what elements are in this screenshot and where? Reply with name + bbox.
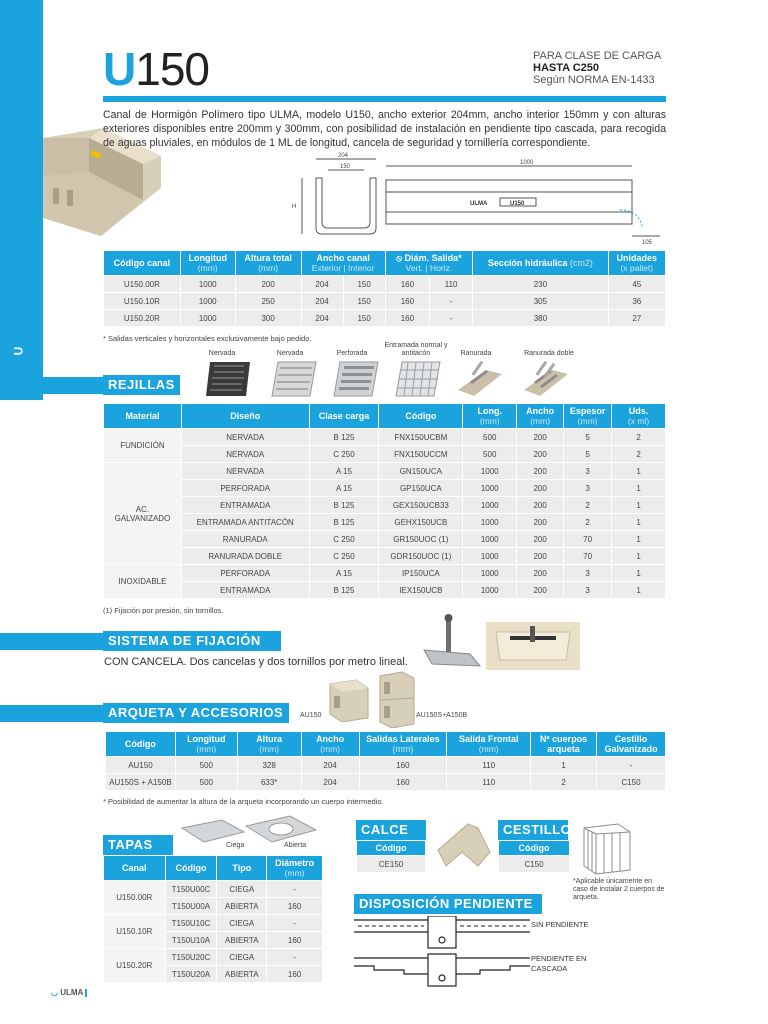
cestillo-basket-image [578, 820, 634, 876]
th-ancho: Ancho (mm) [517, 404, 564, 429]
sin-pendiente-label: SIN PENDIENTE [531, 920, 589, 929]
th-altura: Altura (mm) [237, 732, 301, 757]
table-row [104, 881, 323, 898]
table-cell: 2 [564, 497, 612, 514]
table-cell: 5 [564, 429, 612, 446]
material-group-cell: AC. GALVANIZADO [104, 463, 182, 565]
material-group-cell: INOXIDABLE [104, 565, 182, 599]
table-row [104, 582, 666, 599]
table-cell: 1000 [463, 463, 517, 480]
channel-table-body [104, 276, 666, 327]
dim-1000-label: 1000 [520, 160, 534, 166]
table-cell: T150U20A [165, 966, 217, 983]
th-diseno: Diseño [181, 404, 309, 429]
title-letter: U [103, 43, 136, 95]
table-cell: GP150UCA [379, 480, 463, 497]
table-cell: 1000 [463, 480, 517, 497]
table-cell: 1 [612, 548, 666, 565]
table-cell: B 125 [309, 514, 379, 531]
table-cell: 230 [473, 276, 608, 293]
table-cell: A 15 [309, 565, 379, 582]
table-cell: 3 [564, 565, 612, 582]
page-title [103, 42, 209, 96]
table-cell: 160 [385, 293, 429, 310]
load-class-info [533, 50, 661, 86]
table-cell: U150.00R [104, 276, 181, 293]
table-cell: 500 [175, 757, 237, 774]
table-cell: GEHX150UCB [379, 514, 463, 531]
table-row [106, 757, 666, 774]
table-cell: CIEGA [217, 881, 267, 898]
table-cell: RANURADA DOBLE [181, 548, 309, 565]
arqueta-au150-image [326, 678, 372, 722]
table-row [104, 293, 666, 310]
grate-label: Entramada normal y antitacón [384, 342, 448, 357]
table-cell: T150U10C [165, 915, 217, 932]
table-cell: C 250 [309, 531, 379, 548]
table-cell: 1 [612, 531, 666, 548]
load-class-line2: HASTA C250 [533, 62, 600, 74]
arqueta-img-label-2: AU150S+A150B [416, 712, 468, 719]
table-cell: 3 [564, 463, 612, 480]
grate-ranurada-doble-image [522, 360, 570, 398]
th-codigo: Código [165, 856, 217, 881]
table-cell: AU150S + A150B [106, 774, 176, 791]
table-row [104, 915, 323, 932]
fijacion-band [0, 633, 103, 650]
table-row [104, 429, 666, 446]
table-cell: 110 [430, 276, 473, 293]
th-long: Long. (mm) [463, 404, 517, 429]
arqueta-note: * Posibilidad de aumentar la altura de la arqueta incorporando un cuerpo intermedio. [103, 797, 384, 806]
table-cell: ENTRAMADA [181, 582, 309, 599]
table-row [104, 446, 666, 463]
th-calce-codigo: Código [357, 841, 426, 856]
arqueta-au150s-image [376, 670, 416, 728]
title-number: 150 [135, 43, 209, 95]
table-cell: 160 [267, 898, 323, 915]
table-cell: 380 [473, 310, 608, 327]
tapa-img-label-2: Abierta [284, 842, 307, 849]
grate-nervada-cast-image [204, 360, 252, 398]
th-diam-salida: ⦸ Diám. Salida* Vert. | Horiz. [385, 251, 472, 276]
arqueta-table [105, 731, 666, 791]
calce-code-cell: CE150 [357, 856, 426, 873]
dim-h-label: H [292, 204, 297, 210]
channel-note: * Salidas verticales y horizontales exclusivamente bajo pedido. [103, 334, 312, 343]
rejillas-note: (1) Fijación por presión, sin tornillos. [103, 606, 224, 615]
table-row [106, 774, 666, 791]
table-cell: NERVADA [181, 429, 309, 446]
canal-group-cell: U150.10R [104, 915, 166, 949]
title-rule [103, 96, 666, 102]
cestillo-heading: CESTILLO* [498, 820, 568, 840]
grate-perforada-image [332, 360, 380, 398]
table-cell: 200 [517, 514, 564, 531]
table-cell: AU150 [106, 757, 176, 774]
table-cell: 1000 [463, 497, 517, 514]
canal-group-cell: U150.20R [104, 949, 166, 983]
calce-heading: CALCE [356, 820, 426, 840]
table-cell: 150 [343, 310, 385, 327]
intro-description: Canal de Hormigón Polímero tipo ULMA, modelo U150, ancho exterior 204mm, ancho interior 150mm y con alturas exteriores disponibles entre 200mm y 300mm, con posibilidad de instalación en pendiente tipo cascada, para recogida de aguas pluviales, en módulos de 1 ML de longitud, cancela de seguridad y tornillería correspondiente. [103, 109, 666, 149]
th-longitud: Longitud (mm) [175, 732, 237, 757]
side-accent-bar [0, 0, 43, 400]
table-cell: - [267, 881, 323, 898]
th-codigo-canal: Código canal [104, 251, 181, 276]
table-cell: 45 [608, 276, 665, 293]
table-cell: - [267, 949, 323, 966]
table-cell: 200 [517, 463, 564, 480]
table-cell: 300 [235, 310, 301, 327]
th-longitud: Longitud (mm) [180, 251, 235, 276]
fixing-bolt-image [420, 614, 482, 676]
table-cell: ABIERTA [217, 898, 267, 915]
fijacion-heading: SISTEMA DE FIJACIÓN [103, 631, 281, 651]
table-cell: 2 [612, 429, 666, 446]
table-cell: U150.10R [104, 293, 181, 310]
table-row [104, 480, 666, 497]
table-cell: 250 [235, 293, 301, 310]
table-cell: 1000 [463, 514, 517, 531]
ulma-logo [51, 988, 87, 997]
table-cell: 1000 [180, 310, 235, 327]
table-cell: 70 [564, 531, 612, 548]
table-cell: 5 [564, 446, 612, 463]
fijacion-text: CON CANCELA. Dos cancelas y dos tornillos por metro lineal. [104, 656, 408, 668]
table-row [104, 548, 666, 565]
table-cell: 200 [517, 429, 564, 446]
drawing-model-label: U150 [510, 201, 525, 207]
table-cell: 1 [612, 565, 666, 582]
table-cell: 150 [343, 293, 385, 310]
th-ancho: Ancho (mm) [301, 732, 359, 757]
table-cell: 200 [517, 531, 564, 548]
table-cell: 204 [301, 293, 343, 310]
table-cell: 1000 [180, 276, 235, 293]
arqueta-heading: ARQUETA Y ACCESORIOS [103, 703, 289, 723]
table-cell: 70 [564, 548, 612, 565]
table-cell: FNX150UCBM [379, 429, 463, 446]
technical-drawing [290, 150, 670, 248]
table-cell: T150U10A [165, 932, 217, 949]
table-cell: 2 [531, 774, 597, 791]
table-row [104, 514, 666, 531]
table-cell: ABIERTA [217, 932, 267, 949]
table-cell: 1 [612, 480, 666, 497]
table-cell: 160 [385, 276, 429, 293]
table-cell: GDR150UOC (1) [379, 548, 463, 565]
table-cell: CIEGA [217, 949, 267, 966]
table-cell: IEX150UCB [379, 582, 463, 599]
table-cell: 1000 [463, 531, 517, 548]
fixing-installed-image [486, 622, 580, 670]
th-salidas-laterales: Salidas Laterales (mm) [359, 732, 447, 757]
rejillas-table [103, 403, 666, 599]
table-cell: 1 [612, 514, 666, 531]
table-cell: 2 [612, 446, 666, 463]
table-cell: 36 [608, 293, 665, 310]
table-cell: 1000 [463, 582, 517, 599]
table-cell: 200 [517, 480, 564, 497]
table-row [104, 276, 666, 293]
table-row [104, 531, 666, 548]
grate-label: Perforada [336, 350, 368, 357]
table-cell: 200 [517, 446, 564, 463]
arqueta-table-body [106, 757, 666, 791]
table-cell: 150 [343, 276, 385, 293]
th-canal: Canal [104, 856, 166, 881]
table-cell: NERVADA [181, 463, 309, 480]
table-cell: 500 [463, 446, 517, 463]
channel-table [103, 250, 666, 327]
table-cell: 110 [447, 757, 531, 774]
tapa-abierta-image [244, 814, 318, 844]
load-class-line3: Según NORMA EN-1433 [533, 74, 655, 86]
grate-label: Nervada [276, 350, 304, 357]
table-cell: 160 [385, 310, 429, 327]
table-cell: 1000 [463, 565, 517, 582]
table-cell: T150U00C [165, 881, 217, 898]
grate-label: Ranurada doble [524, 350, 574, 357]
canal-group-cell: U150.00R [104, 881, 166, 915]
cestillo-code-cell: C150 [499, 856, 570, 873]
th-salida-frontal: Salida Frontal (mm) [447, 732, 531, 757]
table-cell: 200 [235, 276, 301, 293]
slope-diagram [354, 916, 530, 988]
table-cell: C 250 [309, 446, 379, 463]
table-cell: FNX150UCCM [379, 446, 463, 463]
th-material: Material [104, 404, 182, 429]
table-cell: 204 [301, 774, 359, 791]
arqueta-img-label-1: AU150 [300, 712, 322, 719]
table-cell: 1 [531, 757, 597, 774]
table-cell: 500 [463, 429, 517, 446]
rejillas-heading: REJILLAS [103, 375, 180, 395]
drawing-brand-label: ULMA [470, 201, 488, 207]
table-cell: 3 [564, 582, 612, 599]
cestillo-note: *Aplicable únicamente en caso de instalar 2 cuerpos de arqueta. [573, 878, 665, 901]
table-cell: NERVADA [181, 446, 309, 463]
table-cell: - [597, 757, 666, 774]
th-cestillo: Cestillo Galvanizado [597, 732, 666, 757]
table-cell: U150.20R [104, 310, 181, 327]
pendiente-cascada-label: PENDIENTE EN CASCADA [531, 954, 587, 973]
th-codigo: Código [379, 404, 463, 429]
table-cell: 1000 [463, 548, 517, 565]
table-cell: 1000 [180, 293, 235, 310]
rejillas-table-body [104, 429, 666, 599]
cestillo-table [498, 840, 570, 873]
tapas-table [103, 855, 323, 983]
dim-105-label: 105 [642, 240, 653, 246]
table-cell: 1 [612, 497, 666, 514]
no-outlet-icon: ⦸ [396, 253, 405, 263]
table-cell: 200 [517, 582, 564, 599]
table-cell: PERFORADA [181, 565, 309, 582]
grate-label: Nervada [208, 350, 236, 357]
table-cell: 305 [473, 293, 608, 310]
table-cell: GEX150UCB33 [379, 497, 463, 514]
table-cell: 3 [564, 480, 612, 497]
table-row [104, 497, 666, 514]
table-row [104, 949, 323, 966]
grate-label: Ranurada [460, 350, 492, 357]
table-cell: 200 [517, 548, 564, 565]
th-uds: Uds. (x ml) [612, 404, 666, 429]
table-cell: B 125 [309, 582, 379, 599]
table-cell: GR150UOC (1) [379, 531, 463, 548]
dim-204-label: 204 [338, 153, 349, 159]
table-cell: RANURADA [181, 531, 309, 548]
table-cell: 204 [301, 757, 359, 774]
calce-table [356, 840, 426, 873]
table-cell: 633* [237, 774, 301, 791]
table-row [104, 565, 666, 582]
table-cell: ENTRAMADA [181, 497, 309, 514]
table-cell: GN150UCA [379, 463, 463, 480]
table-cell: 500 [175, 774, 237, 791]
table-row [104, 310, 666, 327]
th-diametro: Diámetro (mm) [267, 856, 323, 881]
table-cell: ABIERTA [217, 966, 267, 983]
table-cell: - [430, 293, 473, 310]
th-ancho-canal: Ancho canal Exterior | Interior [301, 251, 385, 276]
tapa-img-label-1: Ciega [226, 842, 245, 849]
table-cell: 328 [237, 757, 301, 774]
tapa-ciega-image [180, 818, 246, 844]
grate-nervada-galv-image [270, 360, 318, 398]
side-tab-label: U [11, 346, 26, 356]
tapas-heading: TAPAS [103, 835, 173, 855]
table-cell: C 250 [309, 548, 379, 565]
table-cell: 27 [608, 310, 665, 327]
table-cell: 200 [517, 565, 564, 582]
table-cell: 160 [267, 932, 323, 949]
th-seccion: Sección hidráulica (cm2) [473, 251, 608, 276]
th-cuerpos: Nº cuerpos arqueta [531, 732, 597, 757]
table-cell: 204 [301, 276, 343, 293]
table-cell: T150U00A [165, 898, 217, 915]
table-cell: 160 [267, 966, 323, 983]
grate-entramada-image [394, 360, 442, 398]
table-cell: 1 [612, 463, 666, 480]
table-cell: B 125 [309, 497, 379, 514]
dim-150-label: 150 [340, 164, 351, 170]
table-cell: 204 [301, 310, 343, 327]
table-cell: PERFORADA [181, 480, 309, 497]
table-cell: 160 [359, 757, 447, 774]
th-altura-total: Altura total (mm) [235, 251, 301, 276]
th-cestillo-codigo: Código [499, 841, 570, 856]
tapas-table-body [104, 881, 323, 983]
ulma-logo-icon: ◡ [51, 988, 61, 997]
table-cell: 160 [359, 774, 447, 791]
arqueta-band [0, 705, 103, 722]
th-unidades: Unidades (x pallet) [608, 251, 665, 276]
material-group-cell: FUNDICIÓN [104, 429, 182, 463]
table-cell: 1 [612, 582, 666, 599]
th-clase-carga: Clase carga [309, 404, 379, 429]
table-cell: A 15 [309, 463, 379, 480]
load-class-line1: PARA CLASE DE CARGA [533, 50, 662, 62]
table-cell: A 15 [309, 480, 379, 497]
calce-wedge-image [434, 822, 494, 870]
table-cell: CIEGA [217, 915, 267, 932]
th-tipo: Tipo [217, 856, 267, 881]
table-cell: - [430, 310, 473, 327]
th-codigo: Código [106, 732, 176, 757]
table-cell: C150 [597, 774, 666, 791]
rejillas-band [0, 377, 103, 394]
pendiente-heading: DISPOSICIÓN PENDIENTE [354, 894, 542, 914]
table-cell: B 125 [309, 429, 379, 446]
table-cell: ENTRAMADA ANTITACÓN [181, 514, 309, 531]
table-cell: 2 [564, 514, 612, 531]
table-cell: 110 [447, 774, 531, 791]
ulma-logo-text: ULMA [60, 988, 84, 997]
th-espesor: Espesor (mm) [564, 404, 612, 429]
table-cell: - [267, 915, 323, 932]
table-row [104, 463, 666, 480]
table-cell: T150U20C [165, 949, 217, 966]
grate-ranurada-image [456, 360, 504, 398]
table-cell: IP150UCA [379, 565, 463, 582]
table-cell: 200 [517, 497, 564, 514]
